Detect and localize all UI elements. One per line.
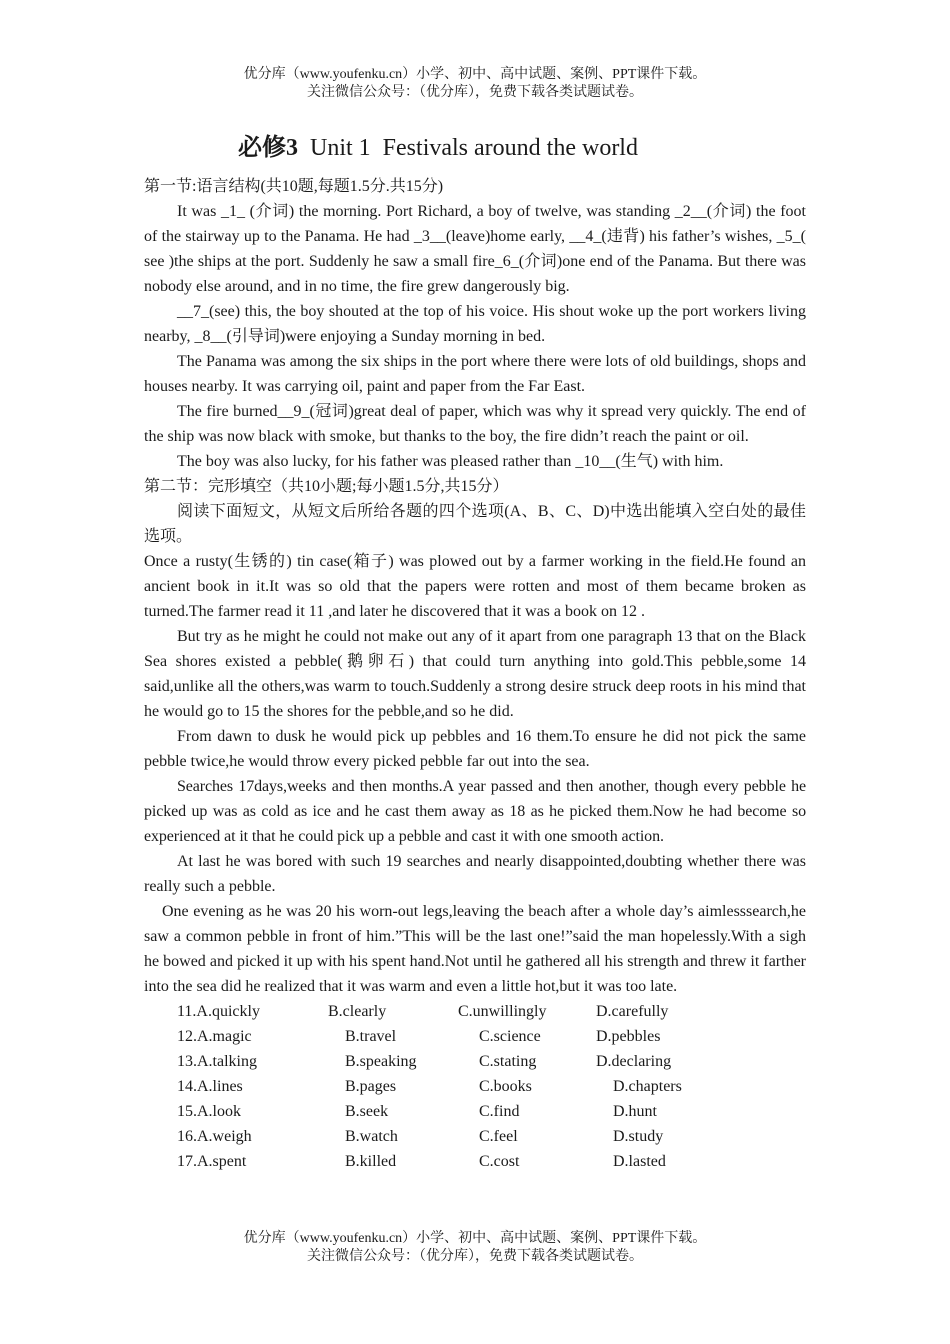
option-row (144, 1149, 806, 1174)
option-b: B.watch (345, 1128, 398, 1145)
option-row (144, 1024, 806, 1049)
option-b: B.travel (345, 1028, 397, 1045)
option-b: B.clearly (328, 1003, 387, 1020)
option-c: C.science (479, 1028, 541, 1045)
cloze-paragraph: From dawn to dusk he would pick up pebbles and 16 them.To ensure he did not pick the same pebble twice,he would throw every picked pebble far out into the sea. (144, 728, 806, 770)
header-line-1: 优分库（www.youfenku.cn）小学、初中、高中试题、案例、PPT课件下载。 (243, 67, 707, 82)
document-title (0, 130, 876, 166)
page-header (0, 66, 950, 102)
option-c: C.stating (479, 1053, 537, 1070)
option-a: 13.A.talking (177, 1053, 257, 1070)
option-c: C.books (479, 1078, 532, 1095)
option-a: 16.A.weigh (177, 1128, 252, 1145)
option-row (144, 1074, 806, 1099)
section-1-paragraph: The boy was also lucky, for his father was pleased rather than _10__(生气) with him. (177, 453, 724, 470)
title-bold-part: 必修3 (238, 135, 299, 161)
cloze-paragraph: Searches 17days,weeks and then months.A year passed and then another, though every pebble he picked up was as cold as ice and he cast them away as 18 as he picked them.Now he had become so experienced at it that he could pick up a pebble and cast it with one smooth action. (144, 778, 806, 845)
section-1-paragraph: __7_(see) this, the boy shouted at the top of his voice. His shout woke up the port workers living nearby, _8__(引导词)were enjoying a Sunday morning in bed. (144, 303, 806, 345)
option-c: C.feel (479, 1128, 518, 1145)
option-row (144, 999, 806, 1024)
option-d: D.pebbles (596, 1028, 661, 1045)
option-d: D.chapters (613, 1078, 682, 1095)
option-d: D.lasted (613, 1153, 666, 1170)
header-line-2: 关注微信公众号：（优分库），免费下载各类试题试卷。 (307, 85, 643, 100)
section-2-heading: 第二节：完形填空（共10小题;每小题1.5分,共15分） (144, 478, 509, 495)
option-b: B.killed (345, 1153, 397, 1170)
option-b: B.speaking (345, 1053, 417, 1070)
option-b: B.seek (345, 1103, 389, 1120)
option-d: D.carefully (596, 1003, 669, 1020)
cloze-paragraph: At last he was bored with such 19 searches and nearly disappointed,doubting whether there was really such a pebble. (144, 853, 806, 895)
option-c: C.cost (479, 1153, 520, 1170)
option-c: C.unwillingly (458, 1003, 547, 1020)
footer-line-2: 关注微信公众号：（优分库），免费下载各类试题试卷。 (307, 1249, 643, 1264)
section-2-instruction: 阅读下面短文，从短文后所给各题的四个选项(A、B、C、D)中选出能填入空白处的最佳选项。 (144, 503, 806, 545)
title-rest: Unit 1 Festivals around the world (298, 135, 638, 161)
option-row (144, 1049, 806, 1074)
option-d: D.declaring (596, 1053, 672, 1070)
cloze-paragraph: One evening as he was 20 his worn-out legs,leaving the beach after a whole day’s aimlesssearch,he saw a common pebble in front of him.”This will be the last one!”said the man hopelessly.With a sigh he bowed and picked it up with his spent hand.Not until he gathered all his strength and threw it farther into the sea did he realized that it was warm and even a little hot,but it was too late. (144, 903, 806, 995)
option-c: C.find (479, 1103, 520, 1120)
section-1-paragraph: The Panama was among the six ships in the port where there were lots of old buildings, shops and houses nearby. It was carrying oil, paint and paper from the Far East. (144, 353, 806, 395)
option-row (144, 1099, 806, 1124)
option-row (144, 1124, 806, 1149)
cloze-paragraph: But try as he might he could not make out any of it apart from one paragraph 13 that on the Black Sea shores existed a pebble(鹅卵石) that could turn anything into gold.This pebble,some 14 said,unlike all the others,was warm to touch.Suddenly a strong desire struck deep roots in his mind that he would go to 15 the shores for the pebble,and so he did. (144, 628, 806, 720)
option-a: 14.A.lines (177, 1078, 243, 1095)
section-1-paragraph: It was _1_ (介词) the morning. Port Richard, a boy of twelve, was standing _2__(介词) the foot of the stairway up to the Panama. He had _3__(leave)home early, __4_(违背) his father’s wishes, _5_( see )the ships at the port. Suddenly he saw a small fire_6_(介词)one end of the Panama. But there was nobody else around, and in no time, the fire grew dangerously big. (144, 203, 806, 295)
document-body (144, 174, 806, 1174)
option-a: 17.A.spent (177, 1153, 247, 1170)
section-1-heading: 第一节:语言结构(共10题,每题1.5分.共15分) (144, 178, 444, 195)
option-d: D.study (613, 1128, 664, 1145)
answer-options (144, 999, 806, 1174)
option-d: D.hunt (613, 1103, 657, 1120)
page-footer (0, 1230, 950, 1266)
cloze-paragraph: Once a rusty(生锈的) tin case(箱子) was plowed out by a farmer working in the field.He found an ancient book in it.It was so old that the papers were rotten and most of them became broken as turned.The farmer read it 11 ,and later he discovered that it was a book on 12 . (144, 553, 806, 620)
option-a: 15.A.look (177, 1103, 241, 1120)
footer-line-1: 优分库（www.youfenku.cn）小学、初中、高中试题、案例、PPT课件下载。 (243, 1231, 707, 1246)
option-a: 12.A.magic (177, 1028, 252, 1045)
option-a: 11.A.quickly (177, 1003, 260, 1020)
option-b: B.pages (345, 1078, 397, 1095)
section-1-paragraph: The fire burned__9_(冠词)great deal of paper, which was why it spread very quickly. The end of the ship was now black with smoke, but thanks to the boy, the fire didn’t reach the paint or oil. (144, 403, 806, 445)
